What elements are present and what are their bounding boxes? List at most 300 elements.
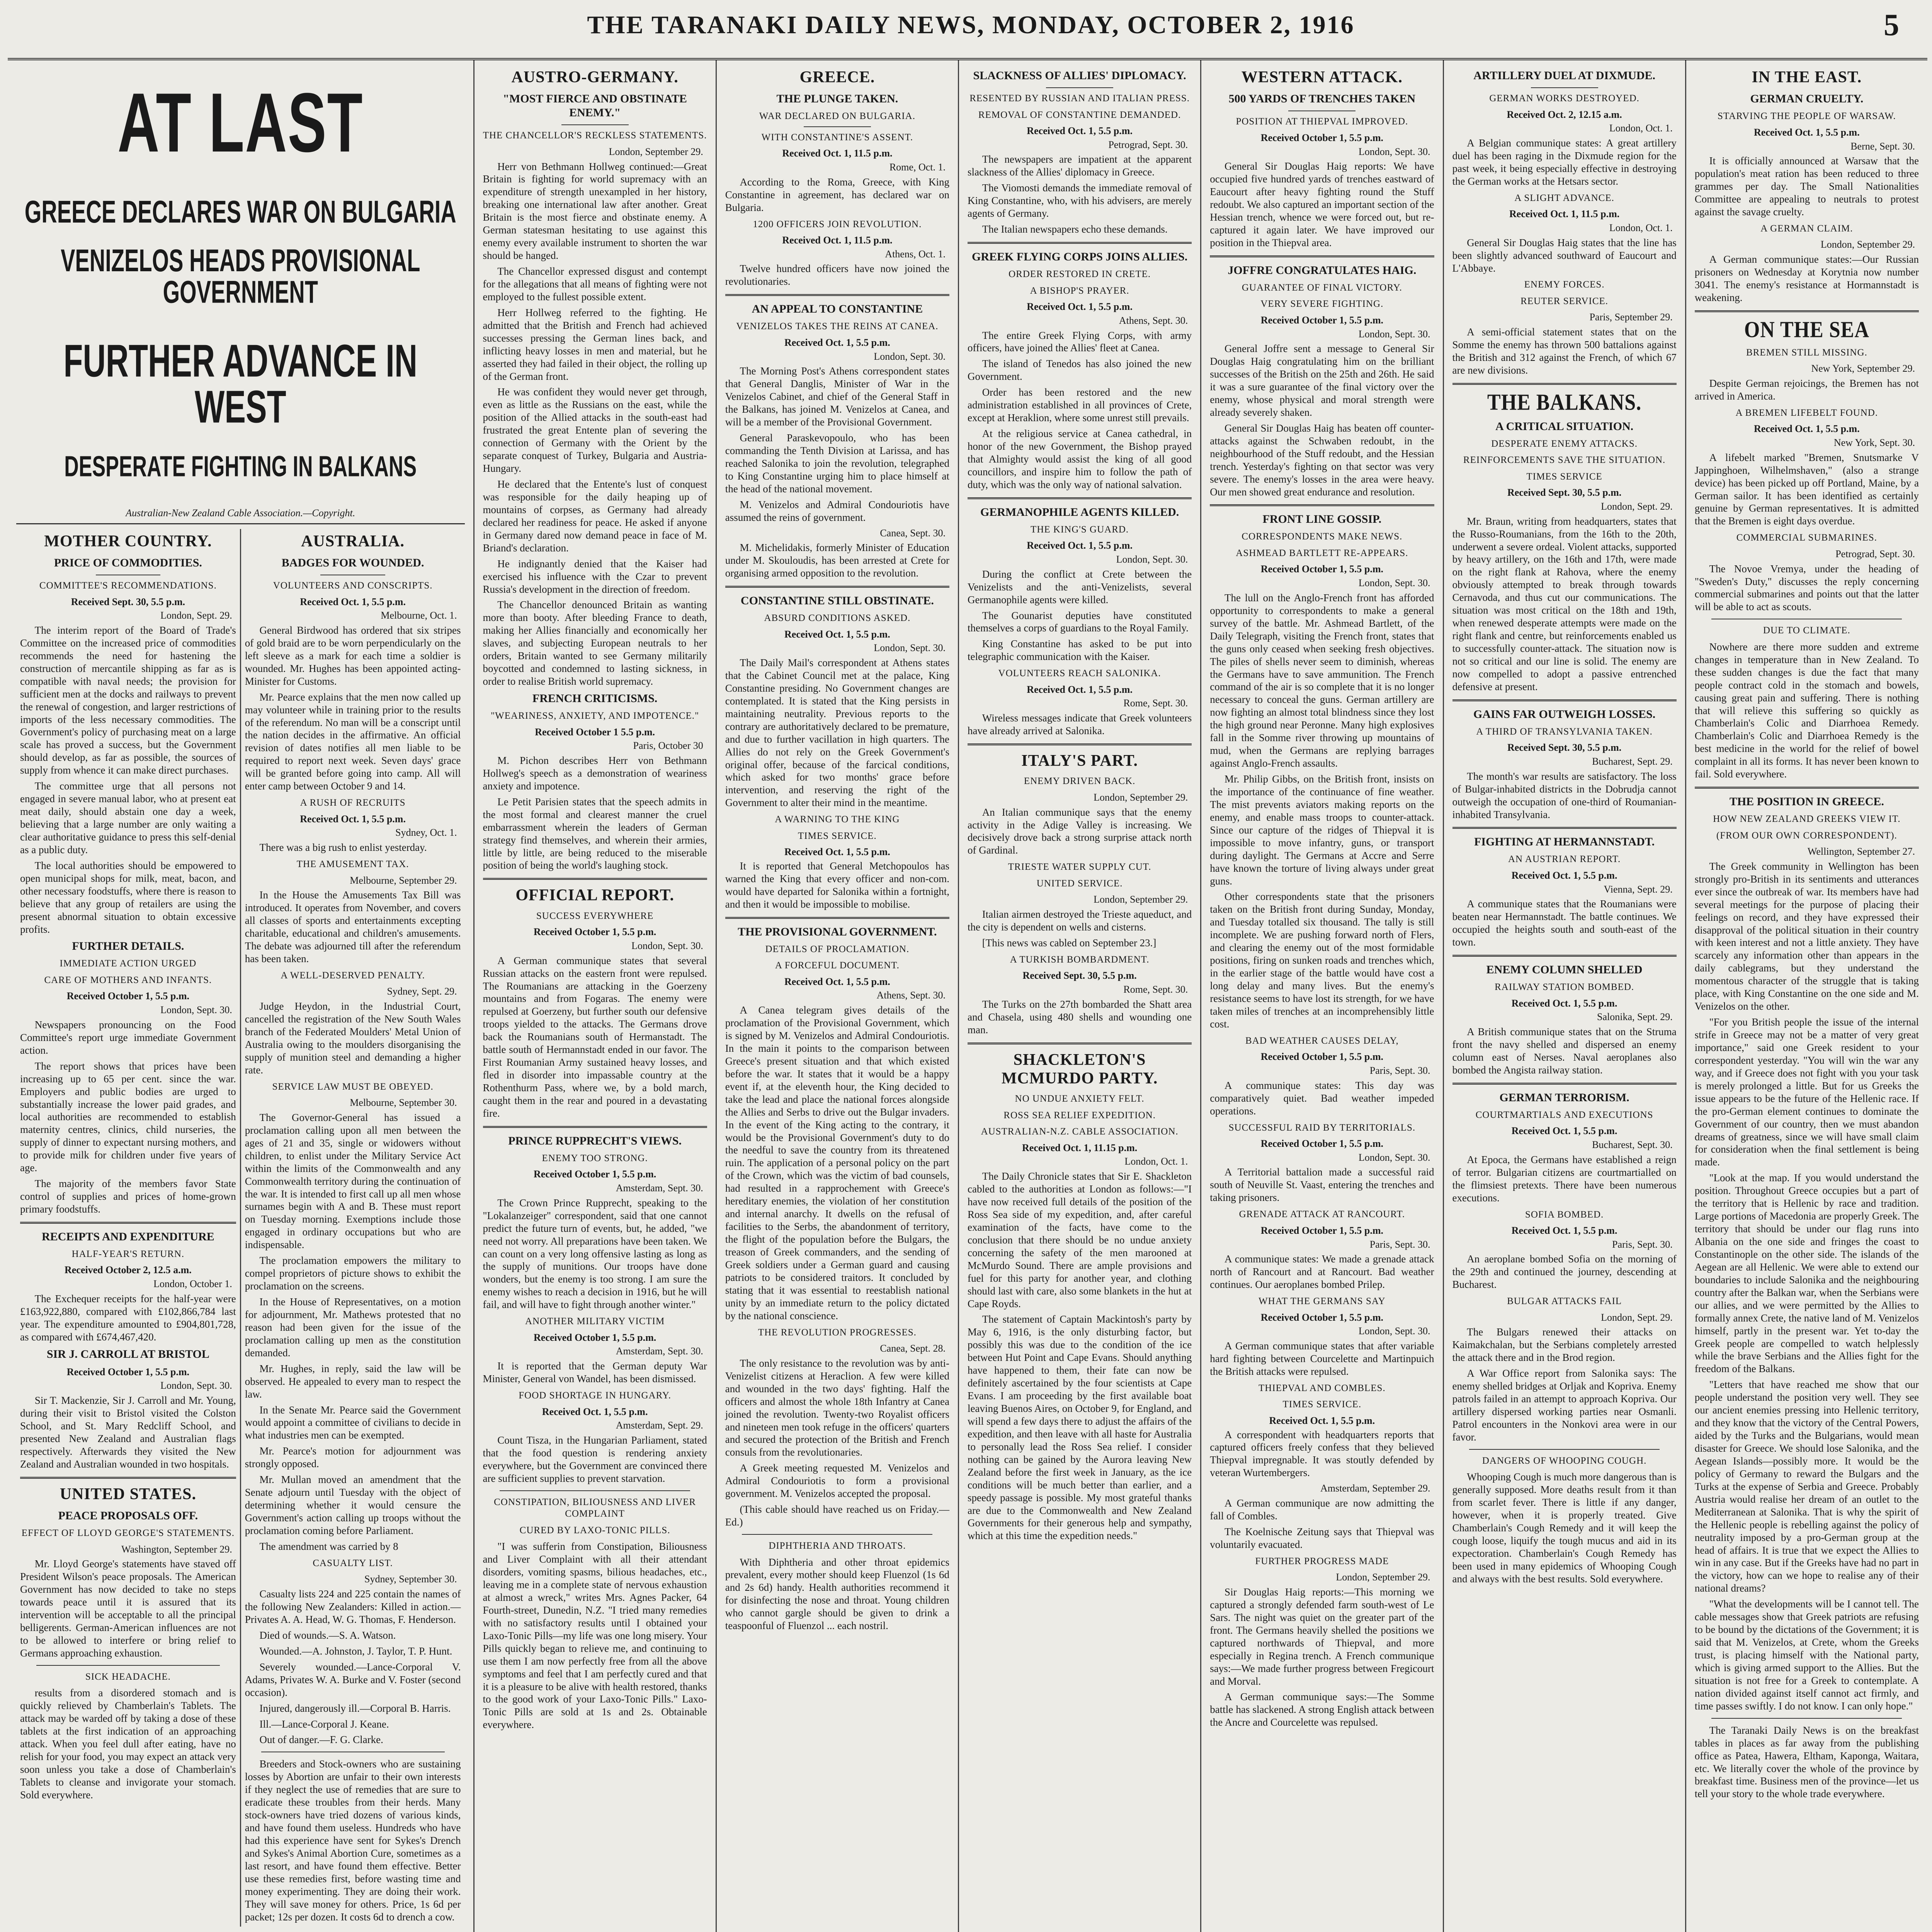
dateline: Received October 1, 5.5 p.m. — [1260, 563, 1383, 575]
service-line: TIMES SERVICE. — [1282, 1399, 1362, 1410]
paragraph: The amendment was carried by 8 — [259, 1540, 398, 1552]
headline-italys-part: ITALY'S PART. — [1021, 752, 1138, 770]
paragraph: Injured, dangerously ill.—Corporal B. Harris. — [259, 1702, 451, 1714]
paragraph: General Birdwood has ordered that six stripes of gold braid are to be worn perpendicularly on the left sleeve as a mark for each time a soldier is wounded. Mr. Hughes has been appointed acting-Minister for Customs. — [245, 624, 461, 687]
dateline: Received Oct. 1, 5.5 p.m. — [1027, 684, 1133, 695]
dateline: Received Oct. 1, 5.5 p.m. — [1511, 869, 1617, 881]
divider — [725, 586, 949, 588]
place-line: London, September 29. — [1336, 1571, 1430, 1583]
place-line: Sydney, Oct. 1. — [395, 827, 457, 838]
paragraph: At the religious service at Canea cathedral, in honor of the new Government, the Bishop prayed that Almighty would assist the king of all good councillors, and inspire him to follow the path of duty, which was the only way of national salvation. — [968, 428, 1192, 490]
paragraph: General Sir Douglas Haig states that the line has been slightly advanced southward of Eaucourt and L'Abbaye. — [1452, 236, 1677, 274]
divider — [804, 126, 871, 127]
subhead: GERMAN WORKS DESTROYED. — [1489, 93, 1639, 104]
headline-artillery-duel: ARTILLERY DUEL AT DIXMUDE. — [1473, 69, 1655, 82]
paragraph: The island of Tenedos has also joined the new Government. — [968, 358, 1192, 383]
divider — [500, 1490, 690, 1491]
paragraph: The newspapers are impatient at the apparent slackness of the Allies' diplomacy in Greece. — [968, 153, 1192, 178]
divider — [968, 1043, 1192, 1044]
dateline: Received Sept. 30, 5.5 p.m. — [1022, 970, 1137, 981]
paragraph: In the House of Representatives, on a motion for adjournment, Mr. Mathews protested that no reason had been given for the issue of the proclamation calling up men as the constitution demanded. — [245, 1296, 461, 1359]
place-line: Paris, Sept. 30. — [1369, 1238, 1430, 1250]
paragraph: Sir Douglas Haig reports:—This morning we captured a strongly defended farm south-west of Le Sars. The night was quiet on the greater part of the front. The Germans heavily shelled the positions we captured northwards of Thiepval, and more especially in Regina trench. A French communique says:—We made further progress between Fregicourt and Morval. — [1210, 1586, 1434, 1687]
place-line: Amsterdam, Sept. 30. — [616, 1345, 703, 1357]
subhead: "WEARINESS, ANXIETY, AND IMPOTENCE." — [490, 711, 699, 721]
paragraph: He indignantly denied that the Kaiser had exercised his influence with the Czar to prevent Russia's development in the direction of freedom. — [483, 558, 707, 595]
dateline: Received October 1, 5.5 p.m. — [66, 990, 189, 1002]
paragraph: The committee urge that all persons not engaged in severe manual labor, who at present eat meat daily, should abstain one day a week, believing that a large number are only waiting a clear authoritative guidance to press this self-denial as a public duty. — [20, 780, 236, 855]
dateline: Received October 1, 5.5 p.m. — [1260, 314, 1383, 326]
paragraph: Despite German rejoicings, the Bremen has not arrived in America. — [1694, 377, 1919, 402]
dateline: Received Oct. 1, 11.5 p.m. — [1509, 208, 1620, 220]
place-line: London, September 29. — [609, 146, 703, 157]
subhead: ENEMY TOO STRONG. — [542, 1153, 648, 1163]
subhead: FOOD SHORTAGE IN HUNGARY. — [519, 1390, 671, 1401]
subhead: COMMERCIAL SUBMARINES. — [1736, 532, 1877, 543]
place-line: Paris, October 30 — [633, 740, 703, 752]
paragraph: General Sir Douglas Haig reports: We have occupied five hundred yards of trenches eastward of Eaucourt after heavy fighting round the Stuff redoubt. We also captured an important section of the Hessian trench, whence we were forced out, but re-captured it again later. We have improved our position in the Thiepval area. — [1210, 160, 1434, 248]
place-line: Rome, Sept. 30. — [1123, 984, 1188, 995]
dateline: Received Sept. 30, 5.5 p.m. — [1507, 742, 1622, 753]
paragraph: General Joffre sent a message to General Sir Douglas Haig congratulating him on the brilliant successes of the British on the 25th and 26th. He said it was a sure guarantee of the final victory over the enemy, whose physical and moral strength were already severely shaken. — [1210, 343, 1434, 418]
subhead: A WELL-DESERVED PENALTY. — [281, 970, 425, 981]
subhead: ENEMY DRIVEN BACK. — [1024, 776, 1136, 787]
place-line: New York, Sept. 30. — [1833, 437, 1915, 448]
subhead: A SLIGHT ADVANCE. — [1514, 192, 1614, 203]
subhead: ASHMEAD BARTLETT RE-APPEARS. — [1236, 548, 1408, 558]
paragraph: Count Tisza, in the Hungarian Parliament, stated that the food question is rendering anxiety everywhere, but the Government are convinced there are sufficient supplies to prevent starvation. — [483, 1434, 707, 1484]
subhead: STARVING THE PEOPLE OF WARSAW. — [1717, 111, 1896, 122]
place-line: London, Sept. 30. — [1358, 577, 1430, 589]
subhead: POSITION AT THIEPVAL IMPROVED. — [1236, 116, 1408, 127]
subhead: RESENTED BY RUSSIAN AND ITALIAN PRESS. — [969, 93, 1190, 104]
subhead: THE AMUSEMENT TAX. — [296, 859, 409, 870]
deck: PEACE PROPOSALS OFF. — [58, 1509, 198, 1522]
headline-front-line-gossip: FRONT LINE GOSSIP. — [1262, 513, 1382, 526]
headline-australia: AUSTRALIA. — [301, 532, 405, 550]
paragraph: The majority of the members favor State control of supplies and prices of home-grown primary foodstuffs. — [20, 1178, 236, 1215]
dateline: Received Oct. 1, 5.5 p.m. — [1269, 1415, 1375, 1426]
paragraph: Mr. Lloyd George's statements have staved off President Wilson's peace proposals. The American Government has now decided to take no steps towards peace until it is assured that its intervention will be acceptable to all the principal belligerents. German-American influences are not to be allowed to interfere or bring relief to Germans approaching exhaustion. — [20, 1558, 236, 1659]
paragraph: A Belgian communique states: A great artillery duel has been raging in the Dixmude region for the past week, it being especially effective in destroying the German works at the Hetsars sector. — [1452, 137, 1677, 187]
paragraph: Other correspondents state that the prisoners taken on the British front during Sunday, Monday, and Tuesday totalled six thousand. The tally is still incomplete. We are pushing forward north of Flers, and clearing the enemy out of the most formidable positions, firing on sunken roads and trenches which, in the earlier stage of the battle would have cost a long delay and many lives. But the enemy's resistance seems to have lost its strength, for we have taken miles of trenches at an incomprehensibly little cost. — [1210, 891, 1434, 1030]
dateline: Received Oct. 1, 11.5 p.m. — [782, 148, 893, 159]
paragraph: A Canea telegram gives details of the proclamation of the Provisional Government, which is signed by M. Venizelos and Admiral Condouriotis. In the main it points to the comparison between Greece's present situation and that which existed before the war. It states that it would be a happy event if, at the eleventh hour, the King decided to take the lead and place the national forces alongside the Allies and Serbs to drive out the Bulgar invaders. In the event of the King acting to the contrary, it would be the Provisional Government's duty to do the needful to save the country from its threatened ruin. The application of a personal policy on the part of the Crown, which was the victim of bad counsels, had resulted in a rapprochement with Greece's hereditary enemies, the violation of her constitution and internal anarchy. It dwells on the refusal of facilities to the Serbs, the abandonment of territory, the flight of the population before the Bulgars, the treason of Greek commanders, and the sending of Greek soldiers under a German guard and causing patriots to be considered traitors. It concluded by stating that it was essential to reestablish national unity by an immediate return to the policy dictated by the national conscience. — [725, 1004, 949, 1321]
dateline: Received Oct. 1, 5.5 p.m. — [1754, 126, 1860, 138]
paragraph: The local authorities should be empowered to open municipal shops for milk, meat, bacon, and other necessary foodstuffs, where there is reason to believe that any group of retailers are using the present abnormal situation to obtain excessive profits. — [20, 859, 236, 935]
paragraph: The month's war results are satisfactory. The loss of Bulgar-inhabited districts in the Dobrudja cannot outweigh the occupation of one-third of Roumanian-inhabited Transylvania. — [1452, 770, 1677, 820]
banner-greece-declares-war: GREECE DECLARES WAR ON BULGARIA — [24, 194, 456, 230]
divider — [36, 1665, 220, 1666]
deck: FURTHER DETAILS. — [72, 940, 184, 953]
paragraph: Wireless messages indicate that Greek volunteers have already arrived at Salonika. — [968, 712, 1192, 737]
divider — [1452, 383, 1677, 385]
headline-united-states: UNITED STATES. — [60, 1485, 196, 1503]
headline-slackness-diplomacy: SLACKNESS OF ALLIES' DIPLOMACY. — [973, 69, 1186, 82]
headline-position-in-greece: THE POSITION IN GREECE. — [1729, 795, 1884, 808]
service-line: TIMES SERVICE. — [798, 830, 877, 841]
subhead: SOFIA BOMBED. — [1525, 1209, 1604, 1220]
paragraph: M. Michelidakis, formerly Minister of Education under M. Skouloudis, has been arrested at Crete for organising armed opposition to the revolution. — [725, 542, 949, 579]
headline-gains-outweigh-losses: GAINS FAR OUTWEIGH LOSSES. — [1473, 707, 1656, 721]
paragraph: A Territorial battalion made a successful raid south of Neuville St. Vaast, entering the trenches and taking prisoners. — [1210, 1166, 1434, 1204]
deck: GERMAN CRUELTY. — [1750, 92, 1864, 105]
headline-provisional-government: THE PROVISIONAL GOVERNMENT. — [738, 925, 937, 938]
headline-western-attack: WESTERN ATTACK. — [1241, 68, 1403, 86]
paragraph: The Novoe Vremya, under the heading of "Sweden's Duty," discusses the reply concerning commercial submarines and points out that the latter will be able to act as scouts. — [1694, 563, 1919, 613]
subhead: COMMITTEE'S RECOMMENDATIONS. — [39, 580, 217, 591]
advert-heading: DANGERS OF WHOOPING COUGH. — [1482, 1455, 1647, 1466]
paragraph: "What the developments will be I cannot tell. The cable messages show that Greek patriots are refusing to be bound by the dictations of the Government; it is said that M. Venizelos, at Crete, whom the Greeks trust, is placing himself with the National party, which is giving armed support to the Allies. But the situation is not free for a Greek to contemplate. A nation divided against itself cannot act firmly, and time passes swiftly. I do not know. I can only hope." — [1694, 1598, 1919, 1712]
subhead: VERY SEVERE FIGHTING. — [1260, 299, 1384, 310]
paragraph: "Letters that have reached me show that our people understand the position very well. They see our ancient enemies pressing into Hellenic territory, and they know that the victory of the Central Powers, aided by the Turks and the Bulgarians, would mean disaster for Greece. We should lose Salonika, and the Aegean Islands—possibly more. It would be the policy of Germany to reward the Bulgars and the Turks at the expense of Serbia and Greece. Probably Austria would realise her dream of an outlet to the Mediterranean at Salonika. That is why the spirit of the Hellenic people is rebelling against the policy of neutrality imposed by a pro-German group at the head of affairs. It is true that we expect the Allies to win in any case. But if the Greeks have had no part in the victory, how can we hope to realise any of their national dreams? — [1694, 1379, 1919, 1594]
advert-heading: DUE TO CLIMATE. — [1763, 625, 1850, 636]
dateline: Received October 1, 5.5 p.m. — [66, 1366, 189, 1378]
paragraph: The Greek community in Wellington has been strongly pro-British in its sentiments and utterances ever since the outbreak of war. Its members have had several meetings for the purpose of placing their feelings on record, and they have expressed their disapproval of the political situation in their country with keen interest and not a little anxiety. They have scarcely any information other than appears in the daily cablegrams, but they understand the momentous character of the struggle that is taking place, with King Constantine on the one side and M. Venizelos on the other. — [1694, 860, 1919, 1012]
deck: 500 YARDS OF TRENCHES TAKEN — [1228, 92, 1416, 105]
divider — [483, 878, 707, 880]
advert-subheading: CURED BY LAXO-TONIC PILLS. — [519, 1525, 670, 1536]
dateline: Received Oct. 1, 5.5 p.m. — [784, 337, 890, 348]
paragraph: A War Office report from Salonika says: The enemy shelled bridges at Orljak and Kopriva. Enemy patrols failed in an attempt to approach Kopriva. Our artillery dispersed working parties near Osmanli. Patrol encounters in the Nonkovi area were in our favor. — [1452, 1367, 1677, 1443]
dateline: Received October 1 5.5 p.m. — [535, 726, 655, 738]
divider — [968, 497, 1192, 499]
place-line: London, Sept. 30. — [1358, 1151, 1430, 1163]
headline-greece: GREECE. — [799, 68, 875, 86]
divider — [1469, 1449, 1660, 1450]
dateline: Received Oct. 1, 5.5 p.m. — [1754, 423, 1860, 435]
paragraph: The Morning Post's Athens correspondent states that General Danglis, Minister of War in the Venizelos Cabinet, and chief of the General Staff in the Balkans, has joined M. Venizelos at Canea, and will be a member of the Provisional Government. — [725, 365, 949, 428]
service-line: AUSTRALIAN-N.Z. CABLE ASSOCIATION. — [981, 1126, 1179, 1137]
headline-enemy-column-shelled: ENEMY COLUMN SHELLED — [1486, 963, 1643, 976]
paragraph: The Gounarist deputies have constituted themselves a corps of guardians to the Royal Family. — [968, 609, 1192, 634]
paragraph: A British communique states that on the Struma front the navy shelled and dispersed an enemy column east of Nerses. Naval aeroplanes also bombed the Angista railway station. — [1452, 1026, 1677, 1076]
divider — [1210, 255, 1434, 257]
column-greece — [716, 60, 958, 1932]
subhead: BAD WEATHER CAUSES DELAY, — [1245, 1035, 1399, 1046]
subhead: REINFORCEMENTS SAVE THE SITUATION. — [1463, 455, 1666, 466]
subhead: WITH CONSTANTINE'S ASSENT. — [761, 132, 913, 143]
place-line: Melbourne, September 29. — [350, 874, 457, 886]
headline-constantine-obstinate: CONSTANTINE STILL OBSTINATE. — [740, 594, 934, 607]
paragraph: The Italian newspapers echo these demands. — [982, 223, 1168, 235]
divider — [968, 242, 1192, 244]
place-line: Amsterdam, September 29. — [1320, 1483, 1430, 1494]
dateline: Received Oct. 1, 5.5 p.m. — [1511, 1125, 1617, 1137]
dateline: Received October 1, 5.5 p.m. — [1260, 1225, 1383, 1236]
place-line: London, Sept. 30. — [1358, 328, 1430, 340]
paragraph: A correspondent with headquarters reports that captured officers freely confess that they believed Thiepval impregnable. It was stoutly defended by veteran Wurtembergers. — [1210, 1429, 1434, 1479]
banner-fighting-balkans: DESPERATE FIGHTING IN BALKANS — [64, 450, 417, 483]
paragraph: "Look at the map. If you would understand the position. Throughout Greece occupies but a part of the territory that is Hellenic by race and tradition. Large portions of Macedonia are properly Greek. The territory that should be under our flag runs into Albania on the one side and fringes the coast to Constantinople on the other side. The islands of the Aegean are all Hellenic. We were able to extend our boundaries to include Salonika and the neighbouring country after the Balkan war, when the Serbians were our allies, and we were permitted by the Allies to formally annex Crete, the native land of M. Venizelos himself, partly in the present war. Yet to-day the Greek people are compelled to watch helplessly while the brave Serbians and the Allies fight for the freedom of the Balkans. — [1694, 1172, 1919, 1375]
column-dixmude-balkans — [1443, 60, 1685, 1932]
subhead: ROSS SEA RELIEF EXPEDITION. — [1003, 1110, 1156, 1121]
subhead: IMMEDIATE ACTION URGED — [60, 958, 197, 969]
deck: PRICE OF COMMODITIES. — [54, 556, 202, 570]
headline-prince-rupprecht: PRINCE RUPPRECHT'S VIEWS. — [508, 1134, 682, 1147]
place-line: London, Sept. 30. — [1358, 1325, 1430, 1337]
paragraph: There was a big rush to enlist yesterday. — [259, 842, 427, 854]
newspaper-page — [8, 58, 1927, 1932]
subhead: THIEPVAL AND COMBLES. — [1259, 1383, 1386, 1393]
paragraph: Mr. Mullan moved an amendment that the Senate adjourn until Tuesday with the object of determining whether it would censure the Government's action calling up troops without the proclamation coming before Parliament. — [245, 1474, 461, 1536]
divider — [1452, 827, 1677, 829]
paragraph: The Turks on the 27th bombarded the Shatt area and Chasela, using 480 shells and wounding one man. — [968, 998, 1192, 1036]
masthead — [0, 0, 1932, 46]
subhead: CARE OF MOTHERS AND INFANTS. — [44, 975, 212, 985]
paragraph: A semi-official statement states that on the Somme the enemy has thrown 500 battalions against the British and 312 against the French, of which 67 are new divisions. — [1452, 326, 1677, 376]
paragraph: The Koelnische Zeitung says that Thiepval was voluntarily evacuated. — [1210, 1526, 1434, 1550]
place-line: Paris, Sept. 30. — [1612, 1238, 1673, 1250]
dateline: Received Oct. 1, 5.5 p.m. — [784, 976, 890, 987]
dateline: Received Oct. 1, 11.15 p.m. — [1022, 1142, 1138, 1153]
headline-austro-germany: AUSTRO-GERMANY. — [511, 68, 679, 86]
place-line: London, October 1. — [153, 1278, 232, 1290]
subhead: VENIZELOS TAKES THE REINS AT CANEA. — [736, 321, 939, 332]
subhead: A BISHOP'S PRAYER. — [1030, 285, 1129, 296]
subhead: CORRESPONDENTS MAKE NEWS. — [1242, 531, 1403, 542]
divider — [1210, 504, 1434, 506]
paragraph: During the conflict at Crete between the Venizelists and the anti-Venizelists, several Germanophile agents were killed. — [968, 568, 1192, 605]
advert-text: Whooping Cough is much more dangerous than is generally supposed. More deaths result from it than from scarlet fever. There is little if any danger, however, when it is properly treated. Give Chamberlain's Cough Remedy and it will keep the cough loose, liquify the tough mucus and aid in its expectoration. Chamberlain's Cough Remedy has been used in many epidemics of Whooping Cough and always with the best results. Sold everywhere. — [1452, 1471, 1677, 1585]
dateline: Received Oct. 1, 5.5 p.m. — [784, 846, 890, 858]
dateline: Received October 2, 12.5 a.m. — [64, 1264, 192, 1276]
paragraph: The Governor-General has issued a proclamation calling upon all men between the ages of 21 and 35, single or widowers without children, to enlist under the Military Service Act within the limits of the Commonwealth and any Commonwealth territory during the continuation of the war. It is intended to first call up all men whose surnames begin with A and B. These must report on Tuesday morning. Exemptions include those engaged in ordinary occupations but who are indispensable. — [245, 1111, 461, 1251]
subhead: FURTHER PROGRESS MADE — [1255, 1556, 1389, 1566]
banner-further-advance-west: FURTHER ADVANCE IN WEST — [63, 335, 418, 433]
paragraph: King Constantine has asked to be put into telegraphic communication with the Kaiser. — [968, 638, 1192, 663]
divider — [725, 917, 949, 919]
divider — [1046, 87, 1113, 88]
place-line: London, Sept. 30. — [874, 350, 946, 362]
place-line: London, Sept. 30. — [631, 940, 703, 951]
paragraph: An Italian communique says that the enemy activity in the Adige Valley is increasing. We decisively drove back a strong surprise attack north of Gardinal. — [968, 806, 1192, 856]
paragraph: Sir T. Mackenzie, Sir J. Carroll and Mr. Young, during their visit to Bristol visited the Colston School, and St. Mary Redcliff School, and presented New Zealand and Australian flags respectively. Afterwards they visited the New Zealand and Australian wounded in two hospitals. — [20, 1395, 236, 1470]
subhead: A TURKISH BOMBARDMENT. — [1010, 954, 1150, 965]
subhead: SERVICE LAW MUST BE OBEYED. — [272, 1081, 434, 1092]
headline-shackleton: SHACKLETON'S MCMURDO PARTY. — [1001, 1051, 1158, 1087]
divider — [483, 1126, 707, 1128]
subhead: A RUSH OF RECRUITS — [300, 798, 406, 808]
paragraph: It is officially announced at Warsaw that the population's meat ration has been reduced to three grammes per day. The Small Nationalities Committee are appealing to neutrals to protest against the savage cruelty. — [1694, 155, 1919, 218]
place-line: Paris, September 29. — [1589, 311, 1673, 323]
paragraph: The Daily Mail's correspondent at Athens states that the Cabinet Council met at the palace, King Constantine presiding. No Government changes are contemplated. It is stated that the King persists in maintaining neutrality. Previous reports to the contrary are authoritatively declared to be premature, and due to further vacillation in high quarters. The Allies do not rely on the Greek Government's original offer, because of the farcical conditions, which asked for two months' grace before intervention, and reserving the right of the Government to alter their mind in the meantime. — [725, 657, 949, 809]
place-line: Berne, Sept. 30. — [1850, 140, 1915, 152]
banner-at-last: AT LAST — [117, 75, 364, 170]
paragraph: Twelve hundred officers have now joined the revolutionaries. — [725, 263, 949, 287]
paragraph: Ill.—Lance-Corporal J. Keane. — [259, 1718, 389, 1730]
paragraph: He declared that the Entente's lust of conquest was responsible for the daily heaping up of mountains of corpses, as Germany had already declared her readiness for peace. He asked if anyone in Germany dared now demand peace in face of M. Briand's declaration. — [483, 478, 707, 554]
paragraph: In the Senate Mr. Pearce said the Government would appoint a committee of civilians to decide in what industries men can be exempted. — [245, 1404, 461, 1441]
newspaper-title: THE TARANAKI DAILY NEWS, MONDAY, OCTOBER 2, 1916 — [587, 11, 1355, 39]
place-line: Salonika, Sept. 29. — [1597, 1011, 1673, 1023]
headline-hermannstadt: FIGHTING AT HERMANNSTADT. — [1474, 835, 1655, 849]
paragraph: Wounded.—A. Johnston, J. Taylor, T. P. Hunt. — [259, 1645, 452, 1657]
paragraph: Judge Heydon, in the Industrial Court, cancelled the registration of the New South Wales branch of the Federated Moulders' Metal Union of Australia owing to the moulders disorganising the supply of munition steel and demanding a higher rate. — [245, 1000, 461, 1076]
subhead: AN AUSTRIAN REPORT. — [1508, 854, 1621, 865]
paragraph: The interim report of the Board of Trade's Committee on the increased price of commodities recommends the need for hastening the construction of mercantile shipping as far as is compatible with naval needs; the provision for sufficient men at the docks and railways to prevent the renewal of congestion, and larger restrictions of imports of the less necessary commodities. The Government's policy of purchasing meat on a large scale has proved a success, but the Government should develop, as far as possible, the sources of supply from whence it can make direct purchases. — [20, 624, 236, 776]
paragraph: The statement of Captain Mackintosh's party by May 6, 1916, is the only disturbing factor, but possibly this was due to the condition of the ice between Hut Point and Cape Evans. Should anything have happened to them, their fate can now be definitely ascertained by the four scientists at Cape Evans. I am proceeding by the first available boat leaving Buenos Aires, on October 9, for England, and will spend a few days there to adjust the affairs of the expedition, and then leave with all haste for Australia to personally lead the Ross Sea relief. I consider nothing can be gained by the Aurora leaving New Zealand before the first week in January, as the ice conditions will be much better than earlier, and a speedy passage is possible. My most grateful thanks are due to the Commonwealth and New Zealand Governments for their generous help and sympathy, which at this time the expedition needs." — [968, 1313, 1192, 1542]
subcolumn-mother-country — [16, 529, 240, 1927]
dateline: Received Sept. 30, 5.5 p.m. — [1507, 487, 1622, 498]
place-line: Petrograd, Sept. 30. — [1835, 548, 1915, 560]
advert-text: Breeders and Stock-owners who are sustaining losses by Abortion are unfair to their own interests if they neglect the use of remedies that are sure to eradicate these troubles from their herds. Many stock-owners have tried dozens of various kinds, and have found them useless. Hundreds who have had this experience have sent for Sykes's Drench and Sykes's Animal Abortion Cure, sometimes as a last resort, and have found them effective. Better use these remedies first, before wasting time and money experimenting. They are doing their work. They will save money for others. Price, 1s 6d per packet; 12s per dozen. It costs 6d to drench a cow. — [245, 1758, 461, 1923]
divider — [1531, 87, 1598, 88]
subhead: A FORCEFUL DOCUMENT. — [775, 960, 900, 971]
place-line: Athens, Sept. 30. — [876, 990, 946, 1001]
paragraph: A German communique states that several Russian attacks on the eastern front were repulsed. The Roumanians are attacking in the Goerzeny mountains and from Fogaras. The enemy were repulsed at Goerzeny, but further south our defensive troops yielded to the attacks. The Germans drove back the Roumanians south of Hermanstadt. The battle south of Hermannstadt ended in our favor. The First Roumanian Army sustained heavy losses, and fled in disorder into impassable country at the Rothenthurm Pass, where we, by a bold march, caught them in the rear and poured in a devastating fire. — [483, 954, 707, 1119]
divider — [1695, 787, 1919, 789]
place-line: Washington, September 29. — [121, 1543, 232, 1555]
subhead: DESPERATE ENEMY ATTACKS. — [1491, 438, 1638, 449]
paragraph: Out of danger.—F. G. Clarke. — [259, 1734, 383, 1746]
paragraph: Le Petit Parisien states that the speech admits in the most formal and clearest manner the cruel embarrassment wherein the leaders of German strategy find themselves, and wherein their armies, little by little, are being reduced to the miserable position of being the world's laughing stock. — [483, 796, 707, 871]
divider — [1452, 1083, 1677, 1085]
divider — [1695, 310, 1919, 312]
paragraph: A German communique says:—The Somme battle has slackened. A strong English attack between the Ancre and Courcelette was repulsed. — [1210, 1691, 1434, 1728]
subhead: REMOVAL OF CONSTANTINE DEMANDED. — [978, 109, 1181, 120]
paragraph: He was confident they would never get through, even as little as the Russians on the east, while the position of the Allied attacks in the south-east had frustrated the great Entente plan of severing the connection of Germany with the Orient by the separate conquest of Turkey, Bulgaria and Austria-Hungary. — [483, 386, 707, 474]
paragraph: In the House the Amusements Tax Bill was introduced. It operates from November, and covers all classes of sports and entertainments excepting charitable, educational and children's amusements. The debate was adjourned till after the referendum has been taken. — [245, 889, 461, 964]
headline-greek-flying-corps: GREEK FLYING CORPS JOINS ALLIES. — [972, 250, 1188, 264]
subhead: COURTMARTIALS AND EXECUTIONS — [1475, 1109, 1653, 1120]
paragraph: A German communique are now admitting the fall of Combles. — [1210, 1497, 1434, 1522]
divider — [725, 294, 949, 296]
advert-heading: CONSTIPATION, BILIOUSNESS AND LIVER COMPLAINT — [494, 1497, 696, 1519]
subhead: NO UNDUE ANXIETY FELT. — [1015, 1094, 1145, 1104]
dateline: Received Oct. 1, 5.5 p.m. — [300, 596, 406, 607]
subhead: RAILWAY STATION BOMBED. — [1495, 982, 1634, 993]
subhead: ANOTHER MILITARY VICTIM — [525, 1316, 665, 1327]
paragraph: At Epoca, the Germans have established a reign of terror. Bulgarian citizens are courtmartialled on the flimsiest pretexts. There have been numerous executions. — [1452, 1153, 1677, 1204]
divider — [1452, 955, 1677, 957]
subhead: SUCCESSFUL RAID BY TERRITORIALS. — [1228, 1122, 1416, 1133]
deck: "MOST FIERCE AND OBSTINATE ENEMY." — [503, 92, 687, 119]
subhead: A WARNING TO THE KING — [775, 814, 900, 825]
place-line: Canea, Sept. 28. — [880, 1343, 946, 1354]
subhead: A BREMEN LIFEBELT FOUND. — [1735, 407, 1878, 418]
paragraph: A communique states: This day was comparatively quiet. Bad weather impeded operations. — [1210, 1079, 1434, 1117]
advert-text: "I was sufferin from Constipation, Biliousness and Liver Complaint with all their attendant disorders, vomiting spasms, bilious headaches, etc., leaving me in a complete state of nervous exhaustion at almost a wreck," writes Mrs. Agnes Packer, 64 Fourth-street, Dunedin, N.Z. "I tried many remedies with no satisfactory results until I obtained your Laxo-Tonic Pills—my life was one long misery. Your Pills quickly began to relieve me, and continuing to use them I am now perfectly free from all the above symptoms and feel that I am perfectly cured and that it is a pleasure to be alive with health restored, thanks to the good work of your Laxo-Tonic Pills." Laxo-Tonic Pills are sold at 1s and 2s. Obtainable everywhere. — [483, 1541, 707, 1731]
dateline: Received Oct. 1, 5.5 p.m. — [1027, 125, 1133, 136]
place-line: London, Sept. 30. — [874, 642, 946, 654]
paragraph: An aeroplane bombed Sofia on the morning of the 29th and continued the journey, descending at Bucharest. — [1452, 1253, 1677, 1291]
paragraph: The Daily Chronicle states that Sir E. Shackleton cabled to the authorities at London as follows:—"I have now received full details of the position of the Ross Sea side of my expedition, and, after careful examination of the facts, have come to the conclusion that there should be no undue anxiety concerning the safety of the men marooned at McMurdo Sound. There are ample provisions and fuel for this party for another year, and clothing should last with care, also some blankets in the hut at Cape Royds. — [968, 1170, 1192, 1310]
divider — [1711, 1718, 1902, 1719]
place-line: London, September 29. — [1094, 894, 1188, 905]
paragraph: Newspapers pronouncing on the Food Committee's report urge immediate Government action. — [20, 1019, 236, 1056]
paragraph: Mr. Braun, writing from headquarters, states that the Russo-Roumanians, from the 16th to the 20th, underwent a severe ordeal. Violent attacks, supported by heavy artillery, on the 16th and 17th, were made on the right flank at Rahova, where the enemy obviously attempted to break through towards Cernavoda, and thus cut our communications. The situation was most critical on the 18th and 19th, when renewed desperate attempts were made on the right flank and centre, but reinforcements enabled us to successfully counter-attack. The situation now is not so critical and our line is solid. The enemy are now compelled to adopt a passive entrenched defensive at present. — [1452, 515, 1677, 692]
paragraph: According to the Roma, Greece, with King Constantine in agreement, has declared war on Bulgaria. — [725, 176, 949, 213]
advert-heading: SICK HEADACHE. — [85, 1671, 171, 1682]
subhead: GUARANTEE OF FINAL VICTORY. — [1242, 282, 1402, 293]
headline-appeal-constantine: AN APPEAL TO CONSTANTINE — [752, 303, 923, 316]
place-line: London, Sept. 30. — [1116, 553, 1188, 565]
dateline: Received Oct. 1, 5.5 p.m. — [1027, 540, 1133, 551]
dateline: Received Oct. 1, 5.5 p.m. — [1511, 997, 1617, 1009]
place-line: Athens, Sept. 30. — [1119, 315, 1188, 326]
headline-on-the-sea: ON THE SEA — [1744, 317, 1869, 343]
paragraph: General Sir Douglas Haig has beaten off counter-attacks against the Schwaben redoubt, in the neighbourhood of the Stuff redoubt, and the Hessian trench. Yesterday's fighting on that sector was very severe. The enemy's losses in the area were heavy. Our men showed great endurance and resolution. — [1210, 422, 1434, 498]
paragraph: It is reported that the German deputy War Minister, General von Wandel, has been dismissed. — [483, 1360, 707, 1385]
service-line: REUTER SERVICE. — [1520, 296, 1609, 306]
paragraph: "For you British people the issue of the internal strife in Greece may not be a matter of very great importance," said one Greek resident to your correspondent yesterday. "You will win the war any way, and if Greece does not fight with you your task is merely prolonged a little. But for us Greeks the issue appears to be the future of the Hellenic race. If the pro-German element continues to dominate the Government of our country, then we must abandon dreams of greatness, since we will have small claim for consideration when the final settlement is being made. — [1694, 1016, 1919, 1168]
paragraph: (This cable should have reached us on Friday.—Ed.) — [725, 1503, 949, 1528]
deck: THE PLUNGE TAKEN. — [776, 92, 898, 105]
place-line: London, Sept. 29. — [160, 610, 232, 621]
place-line: Sydney, Sept. 29. — [387, 986, 457, 997]
headline-in-the-east: IN THE EAST. — [1752, 68, 1862, 86]
subhead: THE REVOLUTION PROGRESSES. — [758, 1327, 917, 1338]
place-line: London, Oct. 1. — [1609, 222, 1673, 233]
headline-receipts: RECEIPTS AND EXPENDITURE — [42, 1230, 214, 1243]
dateline: Received October 1, 5.5 p.m. — [1260, 132, 1383, 143]
place-line: Amsterdam, Sept. 29. — [616, 1420, 703, 1431]
place-line: Canea, Sept. 30. — [880, 527, 946, 539]
paragraph: The Crown Prince Rupprecht, speaking to the "Lokalanzeiger" correspondent, said that one cannot predict the future turn of events, but, he added, "we need not worry. All preparations have been taken. We can count on a very long offensive lasting as long as the supply of munitions. Our troops have done wonders, but the enemy is too strong. I am sure the enemy wishes to reach a decision in 1916, but he will fail, and will have to fight through another winter." — [483, 1197, 707, 1311]
subhead: THE KING'S GUARD. — [1031, 524, 1129, 535]
dateline: Received Oct. 1, 5.5 p.m. — [542, 1406, 648, 1417]
advert-text: Nowhere are there more sudden and extreme changes in temperature than in New Zealand. To these sudden changes is due the fact that many people contract cold in the stomach and bowels, causing great pain and suffering. There is nothing that will relieve this suffering so quickly as Chamberlain's Colic and Diarrhoea Remedy. Chamberlain's Colic and Diarrhoea Remedy is the best medicine in the world for the relief of bowel complaint in all its forms. It has never been known to fail. Sold everywhere. — [1694, 641, 1919, 780]
subhead: ABSURD CONDITIONS ASKED. — [764, 613, 911, 624]
subhead: A THIRD OF TRANSYLVANIA TAKEN. — [1476, 726, 1653, 737]
dateline: Received October 1, 5.5 p.m. — [1260, 1311, 1383, 1323]
dateline: Received October 1, 5.5 p.m. — [534, 926, 656, 938]
paragraph: A German communique states that after variable hard fighting between Courcelette and Martinpuich the British attacks were repulsed. — [1210, 1340, 1434, 1377]
subhead: A GERMAN CLAIM. — [1760, 223, 1853, 234]
place-line: Amsterdam, Sept. 30. — [616, 1182, 703, 1194]
subhead: CASUALTY LIST. — [313, 1558, 393, 1568]
subhead: HALF-YEAR'S RETURN. — [71, 1248, 185, 1259]
place-line: Sydney, September 30. — [364, 1573, 457, 1585]
subhead: HOW NEW ZEALAND GREEKS VIEW IT. — [1713, 814, 1901, 825]
service-line: (FROM OUR OWN CORRESPONDENT). — [1716, 830, 1897, 841]
place-line: Wellington, September 27. — [1807, 846, 1915, 857]
headline-mother-country: MOTHER COUNTRY. — [44, 532, 212, 550]
paragraph: M. Venizelos and Admiral Condouriotis have assumed the reins of government. — [725, 498, 949, 523]
deck: BADGES FOR WOUNDED. — [281, 556, 424, 570]
place-line: London, Sept. 30. — [160, 1004, 232, 1016]
dateline: Received October 1, 5.5 p.m. — [1260, 1051, 1383, 1063]
deck: A CRITICAL SITUATION. — [1495, 420, 1634, 433]
place-line: New York, September 29. — [1811, 363, 1915, 374]
paragraph: Mr. Philip Gibbs, on the British front, insists on the importance of the continuance of fine weather. The mist prevents aviators making reports on the enemy, and enable mass troops to counter-attack. Since our capture of the ridges of Thiepval it is impossible to move infantry, guns, or transport during daylight. The Germans at Accre and Serre have known the torture of living always under great guns. — [1210, 773, 1434, 887]
paragraph: [This news was cabled on September 23.] — [982, 937, 1156, 949]
place-line: Bucharest, Sept. 30. — [1592, 1139, 1673, 1151]
subhead: WHAT THE GERMANS SAY — [1259, 1296, 1386, 1307]
divider — [20, 1222, 236, 1224]
advert-text: results from a disordered stomach and is quickly relieved by Chamberlain's Tablets. The attack may be warded off by taking a dose of these tablets at the first indication of an approaching attack. When you feel dull after eating, have no relish for your food, you may expect an attack very soon unless you take a dose of Chamberlain's Tablets to cleanse and invigorate your stomach. Sold everywhere. — [20, 1687, 236, 1801]
subhead: DETAILS OF PROCLAMATION. — [765, 944, 910, 954]
paragraph: Order has been restored and the new administration established in all provinces of Crete, except at Heraklion, where some unrest still prevails. — [968, 386, 1192, 424]
column-western-attack — [1200, 60, 1442, 1932]
paragraph: Died of wounds.—S. A. Watson. — [259, 1629, 396, 1641]
paragraph: A German communique states:—Our Russian prisoners on Wednesday at Korytnia now number 3041. The enemy's resistance at Hormannstadt is weakening. — [1694, 253, 1919, 303]
place-line: London, Oct. 1. — [1124, 1156, 1188, 1167]
lead-column — [8, 60, 473, 1932]
divider — [742, 1534, 932, 1535]
subhead: FRENCH CRITICISMS. — [532, 692, 658, 705]
headline-joffre-haig: JOFFRE CONGRATULATES HAIG. — [1228, 264, 1417, 277]
place-line: Melbourne, Oct. 1. — [381, 610, 457, 621]
paragraph: It is reported that General Metchopoulos has warned the King that every officer and non-com. would have departed for Salonika within a fortnight, and then it would be impossible to mobilise. — [725, 860, 949, 910]
headline-the-balkans: THE BALKANS. — [1487, 389, 1642, 415]
paragraph: The entire Greek Flying Corps, with army officers, have joined the Allies' fleet at Canea. — [968, 329, 1192, 354]
service-line: TIMES SERVICE — [1526, 471, 1602, 482]
place-line: London, September 29. — [1820, 239, 1915, 250]
subhead: BREMEN STILL MISSING. — [1746, 347, 1867, 358]
dateline: Received Oct. 1, 11.5 p.m. — [782, 235, 893, 246]
